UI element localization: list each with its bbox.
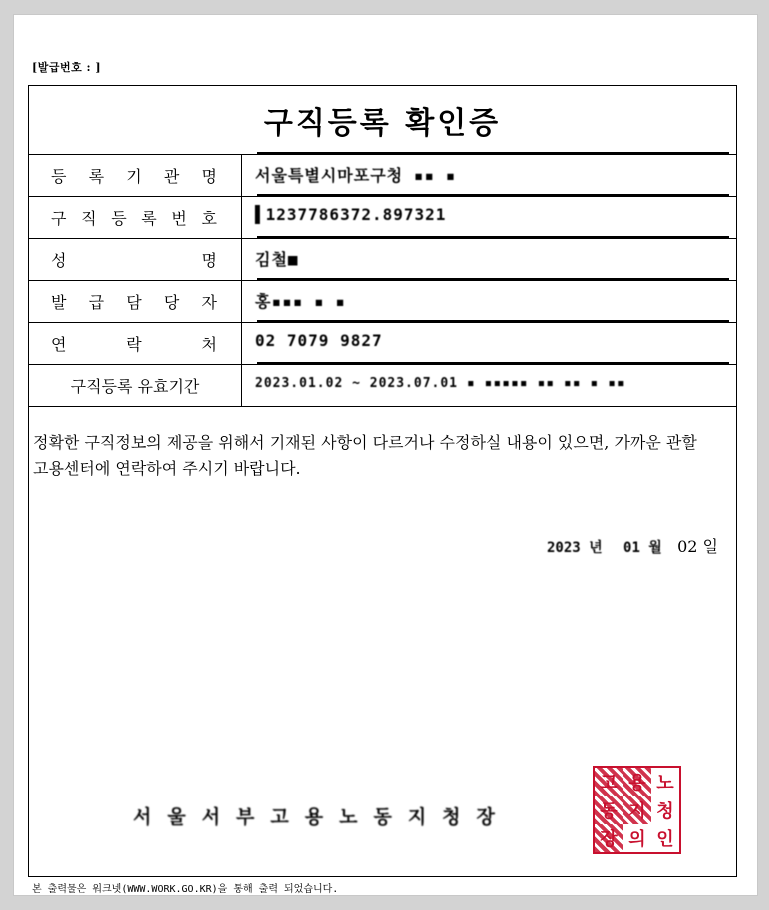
- divider: [257, 236, 729, 239]
- row-name: [29, 239, 736, 281]
- value-name: 김철■: [255, 250, 299, 269]
- row-validity-period: [29, 365, 736, 407]
- row-registration-agency: [29, 155, 736, 197]
- label-validity-period: 구직등록 유효기간: [29, 365, 242, 406]
- row-registration-number: [29, 197, 736, 239]
- row-contact: [29, 323, 736, 365]
- divider: [257, 320, 729, 323]
- issue-date: [547, 534, 718, 557]
- label-registration-agency: 등 록 기 관 명: [29, 155, 242, 196]
- row-issuer: [29, 281, 736, 323]
- value-registration-number: ▌1237786372.897321: [255, 205, 447, 224]
- value-issuer: 홍▪▪▪ ▪ ▪: [255, 292, 346, 311]
- divider: [257, 194, 729, 197]
- certificate-frame: [28, 85, 737, 877]
- divider: [257, 278, 729, 281]
- issue-number-label: [발급번호 : ]: [32, 61, 102, 74]
- page-title: 구직등록 확인증: [29, 86, 736, 155]
- label-registration-number: 구 직 등 록 번 호: [29, 197, 242, 238]
- notice-text: 정확한 구직정보의 제공을 위해서 기재된 사항이 다르거나 수정하실 내용이 있으면, 가까운 관할 고용센터에 연락하여 주시기 바랍니다.: [33, 433, 697, 478]
- label-contact: 연 락 처: [29, 323, 242, 364]
- date-year: 2023 년: [547, 540, 603, 556]
- value-registration-agency: 서울특별시마포구청 ▪▪ ▪: [255, 166, 457, 185]
- footer-note: 본 출력물은 워크넷(WWW.WORK.GO.KR)을 통해 출력 되었습니다.: [32, 884, 339, 895]
- value-validity-period: 2023.01.02 ~ 2023.07.01 ▪ ▪▪▪▪▪ ▪▪ ▪▪ ▪ ▪▪: [255, 376, 626, 391]
- issuing-organization: 서울서부고용노동지청장: [133, 806, 511, 828]
- date-day: 02 일: [677, 537, 718, 556]
- document-page: [13, 14, 758, 896]
- divider: [257, 362, 729, 365]
- label-issuer: 발 급 담 당 자: [29, 281, 242, 322]
- value-contact: 02 7079 9827: [255, 331, 383, 350]
- date-month: 01 월: [623, 540, 662, 556]
- divider: [257, 152, 729, 155]
- official-seal-stamp: 고 용 노 동 지 청 장 의 인: [593, 766, 681, 854]
- label-name: 성 명: [29, 239, 242, 280]
